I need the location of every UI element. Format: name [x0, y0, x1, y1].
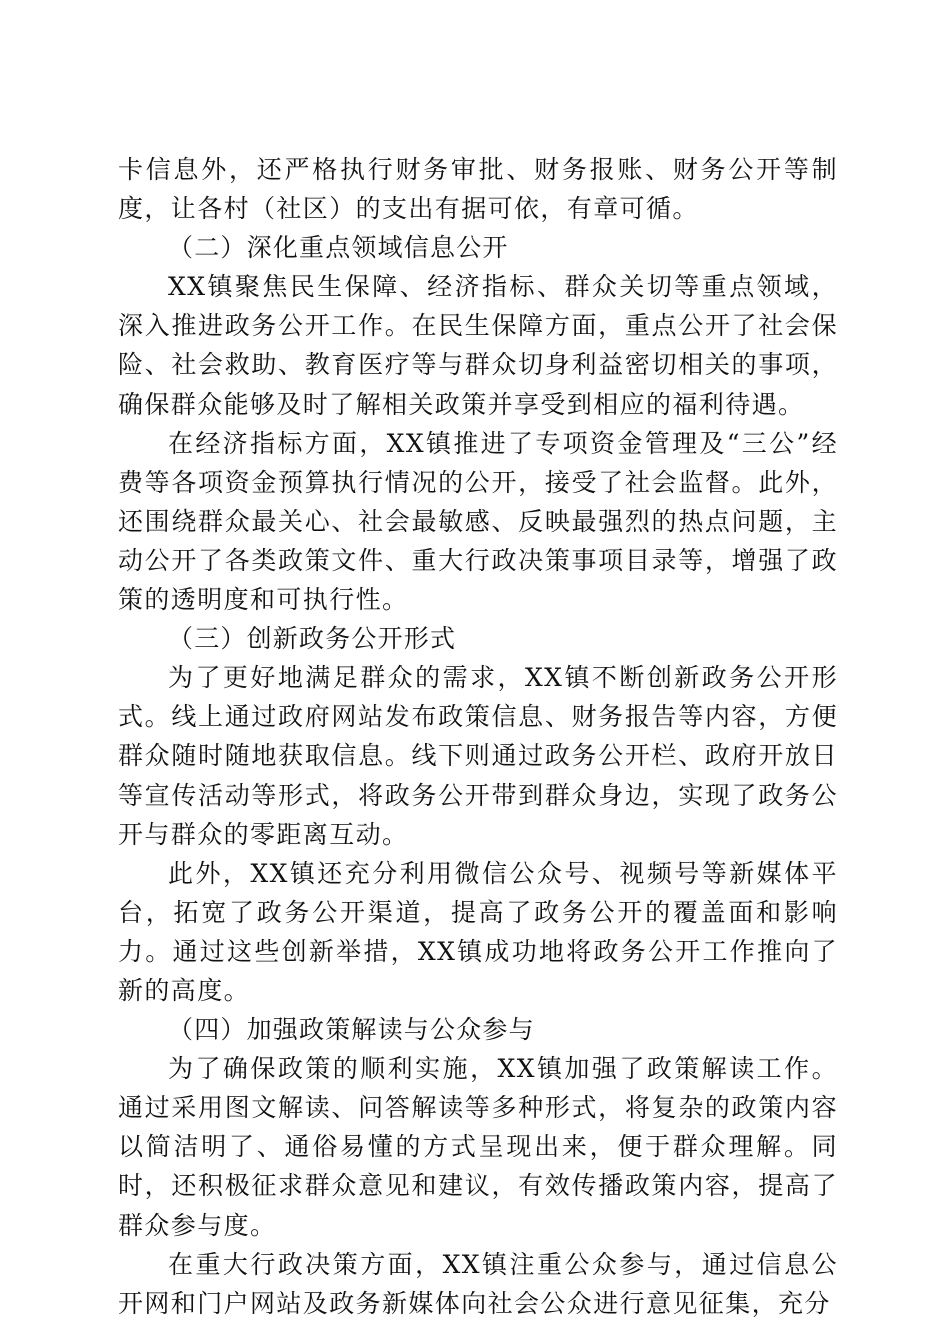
document-body: [118, 150, 838, 1323]
paragraph: 在重大行政决策方面，XX镇注重公众参与，通过信息公开网和门户网站及政务新媒体向社会公众进行意见征集，充分: [118, 1249, 838, 1318]
paragraph: 为了确保政策的顺利实施，XX镇加强了政策解读工作。通过采用图文解读、问答解读等多种形式，将复杂的政策内容以简洁明了、通俗易懂的方式呈现出来，便于群众理解。同时，还积极征求群众意见和建议，有效传播政策内容，提高了群众参与度。: [118, 1054, 838, 1240]
paragraph-continued: 卡信息外，还严格执行财务审批、财务报账、财务公开等制度，让各村（社区）的支出有据可依，有章可循。: [118, 155, 838, 224]
section-heading-3: （三）创新政务公开形式: [168, 624, 457, 654]
section-heading-2: （二）深化重点领域信息公开: [168, 233, 509, 263]
paragraph: 为了更好地满足群众的需求，XX镇不断创新政务公开形式。线上通过政府网站发布政策信息、财务报告等内容，方便群众随时随地获取信息。线下则通过政务公开栏、政府开放日等宣传活动等形式，将政务公开带到群众身边，实现了政务公开与群众的零距离互动。: [118, 663, 838, 849]
paragraph: XX镇聚焦民生保障、经济指标、群众关切等重点领域，深入推进政务公开工作。在民生保障方面，重点公开了社会保险、社会救助、教育医疗等与群众切身利益密切相关的事项，确保群众能够及时了解相关政策并享受到相应的福利待遇。: [118, 272, 838, 419]
paragraph: 在经济指标方面，XX镇推进了专项资金管理及“三公”经费等各项资金预算执行情况的公开，接受了社会监督。此外，还围绕群众最关心、社会最敏感、反映最强烈的热点问题，主动公开了各类政策文件、重大行政决策事项目录等，增强了政策的透明度和可执行性。: [118, 428, 838, 615]
section-heading-4: （四）加强政策解读与公众参与: [168, 1015, 535, 1045]
paragraph: 此外，XX镇还充分利用微信公众号、视频号等新媒体平台，拓宽了政务公开渠道，提高了政务公开的覆盖面和影响力。通过这些创新举措，XX镇成功地将政务公开工作推向了新的高度。: [118, 858, 838, 1005]
